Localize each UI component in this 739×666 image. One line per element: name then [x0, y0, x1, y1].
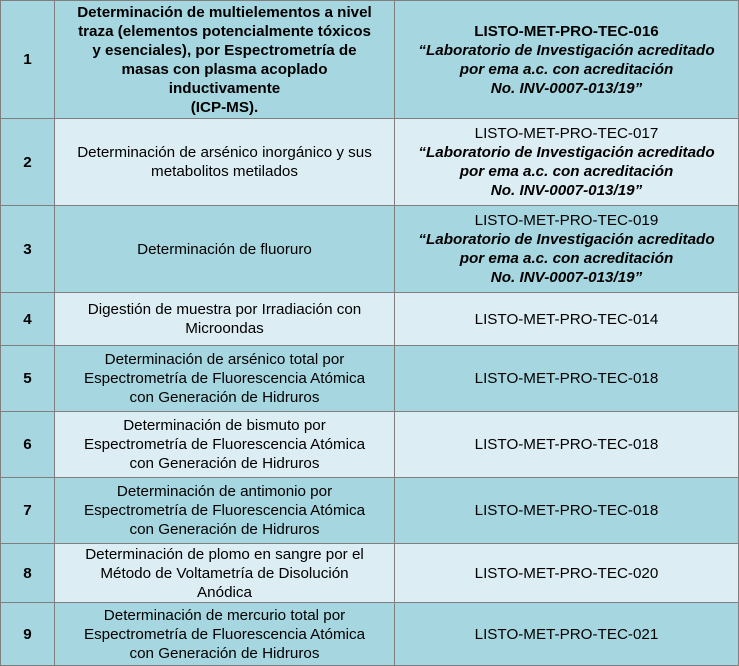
method-description — [55, 293, 395, 346]
method-description — [55, 603, 395, 666]
description-line: con Generación de Hidruros — [129, 389, 320, 406]
method-code: LISTO-MET-PRO-TEC-018 — [474, 370, 659, 387]
method-description — [55, 346, 395, 412]
row-number: 2 — [1, 119, 55, 206]
row-number: 5 — [1, 346, 55, 412]
method-code: LISTO-MET-PRO-TEC-017 — [474, 125, 659, 142]
description-line: y esenciales), por Espectrometría de — [92, 41, 357, 59]
accreditation-line: por ema a.c. con acreditación — [459, 250, 674, 267]
method-description — [55, 206, 395, 293]
description-line: Espectrometría de Fluorescencia Atómica — [83, 370, 366, 387]
description-line: Espectrometría de Fluorescencia Atómica — [83, 436, 366, 453]
description-line: inductivamente — [168, 79, 281, 97]
description-line: Método de Voltametría de Disolución — [100, 564, 349, 582]
table-row — [1, 206, 739, 293]
description-line: Determinación de plomo en sangre por el — [85, 545, 364, 563]
description-line: Anódica — [197, 583, 252, 601]
method-code: LISTO-MET-PRO-TEC-019 — [474, 212, 659, 229]
description-line: Determinación de fluoruro — [137, 240, 312, 258]
row-number: 7 — [1, 478, 55, 544]
table-row — [1, 412, 739, 478]
method-reference — [395, 603, 739, 666]
accreditation-line: “Laboratorio de Investigación acreditado — [418, 231, 715, 248]
row-number: 6 — [1, 412, 55, 478]
description-line: Microondas — [185, 320, 264, 337]
description-line: Determinación de bismuto por — [123, 417, 326, 434]
description-line: masas con plasma acoplado — [121, 60, 328, 78]
table-row — [1, 293, 739, 346]
method-reference — [395, 478, 739, 544]
table-row — [1, 544, 739, 603]
method-reference — [395, 346, 739, 412]
description-line: (ICP-MS). — [190, 98, 259, 116]
table-row — [1, 603, 739, 666]
method-code: LISTO-MET-PRO-TEC-020 — [474, 564, 659, 582]
method-code: LISTO-MET-PRO-TEC-018 — [474, 436, 659, 453]
accreditation-line: “Laboratorio de Investigación acreditado — [418, 144, 715, 161]
method-description — [55, 544, 395, 603]
accreditation-line: por ema a.c. con acreditación — [459, 60, 674, 78]
method-reference — [395, 544, 739, 603]
method-code: LISTO-MET-PRO-TEC-014 — [474, 310, 659, 328]
method-reference — [395, 119, 739, 206]
accreditation-line: No. INV-0007-013/19” — [490, 79, 643, 97]
table-row — [1, 478, 739, 544]
method-description — [55, 1, 395, 119]
method-reference — [395, 293, 739, 346]
description-line: traza (elementos potencialmente tóxicos — [78, 22, 371, 40]
accreditation-line: No. INV-0007-013/19” — [490, 269, 643, 286]
row-number: 8 — [1, 544, 55, 603]
method-reference — [395, 412, 739, 478]
accreditation-line: No. INV-0007-013/19” — [490, 182, 643, 199]
description-line: Determinación de arsénico total por — [104, 351, 345, 368]
description-line: Determinación de multielementos a nivel — [77, 3, 372, 21]
table-row — [1, 119, 739, 206]
description-line: Espectrometría de Fluorescencia Atómica — [83, 625, 366, 643]
method-description — [55, 412, 395, 478]
description-line: con Generación de Hidruros — [129, 644, 320, 662]
description-line: Digestión de muestra por Irradiación con — [87, 301, 362, 318]
description-line: Determinación de antimonio por — [116, 483, 333, 500]
description-line: con Generación de Hidruros — [129, 455, 320, 472]
method-description — [55, 119, 395, 206]
description-line: metabolitos metilados — [151, 163, 298, 180]
method-reference — [395, 206, 739, 293]
accreditation-line: por ema a.c. con acreditación — [459, 163, 674, 180]
accreditation-line: “Laboratorio de Investigación acreditado — [418, 41, 715, 59]
row-number: 4 — [1, 293, 55, 346]
method-description — [55, 478, 395, 544]
table-row — [1, 346, 739, 412]
table-row — [1, 1, 739, 119]
method-code: LISTO-MET-PRO-TEC-016 — [474, 22, 659, 40]
row-number: 1 — [1, 1, 55, 119]
row-number: 3 — [1, 206, 55, 293]
description-line: Determinación de arsénico inorgánico y sus — [77, 144, 372, 161]
description-line: Determinación de mercurio total por — [103, 606, 346, 624]
description-line: con Generación de Hidruros — [129, 521, 320, 538]
description-line: Espectrometría de Fluorescencia Atómica — [83, 502, 366, 519]
method-code: LISTO-MET-PRO-TEC-018 — [474, 502, 659, 519]
method-code: LISTO-MET-PRO-TEC-021 — [474, 625, 659, 643]
row-number: 9 — [1, 603, 55, 666]
method-reference — [395, 1, 739, 119]
